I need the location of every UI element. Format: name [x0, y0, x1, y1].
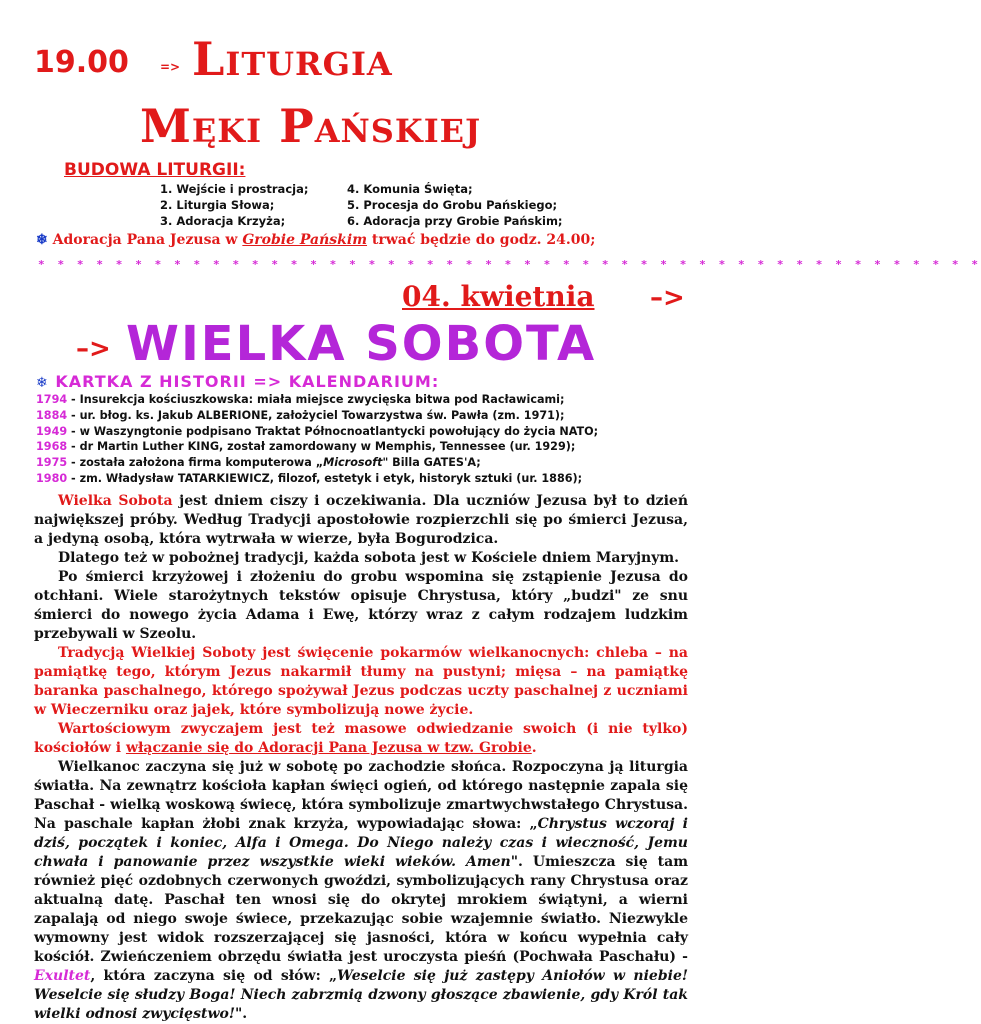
arrow-right-icon: –> — [76, 334, 111, 364]
history-text-italic: Microsoft — [323, 456, 383, 470]
history-row — [36, 392, 696, 408]
structure-column-2 — [347, 181, 563, 229]
paragraph: Dlatego też w pobożnej tradycji, każda sobota jest w Kościele dniem Maryjnym. — [58, 550, 680, 566]
paragraph-text: Wartościowym zwyczajem jest też masowe odwiedzanie swoich (i nie tylko) kościołów i — [34, 721, 688, 756]
adoration-text-c: trwać będzie do godz. 24.00; — [367, 232, 596, 248]
quote-text: Chrystus wczoraj i dziś, początek i koniec, Alfa i Omega. Do Niego należy czas i wieczność, Jemu chwała i panowanie przez wszystkie wieki wieków. Amen — [34, 816, 689, 870]
history-row — [36, 455, 696, 471]
page-title-line2: Męki Pańskiej — [140, 99, 482, 153]
history-text: - w Waszyngtonie podpisano Traktat Północnoatlantycki powołujący do życia NATO; — [67, 424, 599, 438]
adoration-text-a: Adoracja Pana Jezusa w — [52, 232, 243, 248]
list-item: 1. Wejście i prostracja; — [160, 182, 309, 196]
star-divider: * * * * * * * * * * * * * * * * * * * * * * * * * * * * * * * * * * * * * * * * * * * * * * * * * — [38, 258, 981, 271]
list-item: 2. Liturgia Słowa; — [160, 198, 275, 212]
article-body — [34, 492, 688, 1024]
quote-text: Weselcie się już zastępy Aniołów w niebie! Weselcie się słudzy Boga! Niech zabrzmią dzwony głoszące zbawienie, gdy Król tak wielki odnosi zwycięstwo! — [34, 968, 688, 1022]
paragraph-text: , która zaczyna się od słów: „ — [90, 968, 338, 984]
history-list — [36, 392, 696, 487]
exultet-text: Exultet — [34, 968, 91, 984]
history-text: - zm. Władysław TATARKIEWICZ, filozof, estetyk i etyk, historyk sztuki (ur. 1886); — [67, 471, 583, 485]
history-year: 1949 — [36, 424, 68, 438]
adoration-text-b: Grobie Pańskim — [242, 232, 368, 248]
paragraph-text: Wielkanoc zaczyna się już w sobotę po zachodzie słońca. Rozpoczyna ją liturgia światła. Na zewnątrz kościoła kapłan święci ogień, od którego następnie zapala się Paschał - wielką woskową świecę, która symbolizuje zmartwychwstałego Chrystusa. Na paschale kapłan żłobi znak krzyża, wypowiadając słowa: „ — [34, 759, 688, 832]
history-year: 1975 — [36, 456, 68, 470]
page-title-line1: Liturgia — [192, 32, 393, 86]
paragraph-text: jest dniem ciszy i oczekiwania. Dla uczniów Jezusa był to dzień największej próby. Według Tradycji apostołowie rozpierzchli się po śmierci Jezusa, a jedyną osobą, która wytrwała w wierze, była Bogurodzica. — [34, 493, 688, 547]
paragraph: Tradycją Wielkiej Soboty jest święcenie pokarmów wielkanocnych: chleba – na pamiątkę tego, którym Jezus nakarmił tłumy na pustyni; mięsa – na pamiątkę baranka paschalnego, którego spożywał Jezus podczas uczty paschalnej z uczniami w Wieczerniku oraz jajek, które symbolizują nowe życie. — [34, 645, 688, 718]
history-year: 1968 — [36, 440, 68, 454]
history-text: - dr Martin Luther KING, został zamordowany w Memphis, Tennessee (ur. 1929); — [67, 440, 576, 454]
history-heading-text: KARTKA Z HISTORII => KALENDARIUM: — [55, 372, 440, 391]
underlined-text: włączanie się do Adoracji Pana Jezusa w tzw. Grobie — [125, 740, 532, 756]
adoration-notice — [36, 232, 595, 248]
day-title: WIELKA SOBOTA — [126, 316, 597, 372]
history-year: 1794 — [36, 393, 68, 406]
paragraph — [34, 758, 688, 1024]
list-item: 4. Komunia Święta; — [347, 182, 473, 196]
paragraph-text: ". Umieszcza się tam również pięć ozdobnych czerwonych gwoździ, symbolizujących rany Chrystusa oraz aktualną datę. Paschał ten wnosi się do okrytej mrokiem świątyni, a wierni zapalają od niego swoje świece, przekazując sobie wzajemnie światło. Niezwykle wymowny jest widok rozszerzającej się jasności, która w końcu wypełnia cały kościół. Zwieńczeniem obrzędu światła jest uroczysta pieśń (Pochwała Paschału) - — [34, 854, 689, 965]
list-item: 6. Adoracja przy Grobie Pańskim; — [347, 214, 563, 228]
history-row — [36, 424, 696, 440]
date-label: 04. kwietnia — [402, 280, 595, 313]
history-row — [36, 471, 696, 487]
snowflake-icon: ❄ — [36, 375, 49, 391]
history-text: - ur. błog. ks. Jakub ALBERIONE, założyciel Towarzystwa św. Pawła (zm. 1971); — [67, 408, 565, 422]
highlight-text: Wielka Sobota — [58, 493, 173, 509]
history-text: - została założona firma komputerowa „ — [67, 456, 324, 470]
history-year: 1884 — [36, 408, 68, 422]
history-heading — [36, 372, 439, 391]
time-label: 19.00 — [34, 45, 129, 80]
structure-heading: BUDOWA LITURGII: — [64, 160, 246, 180]
paragraph: Po śmierci krzyżowej i złożeniu do grobu wspomina się zstąpienie Jezusa do otchłani. Wiele starożytnych tekstów opisuje Chrystusa, który „budzi" ze snu śmierci do nowego życia Adama i Ewę, którzy wraz z całym rodzajem ludzkim przebywali w Szeolu. — [34, 569, 688, 642]
paragraph — [34, 720, 688, 758]
snowflake-icon: ❄ — [36, 232, 48, 248]
history-row — [36, 408, 696, 424]
paragraph-text: ". — [234, 1006, 248, 1022]
structure-column-1 — [160, 181, 308, 229]
arrow-icon: => — [160, 60, 181, 74]
paragraph — [34, 492, 688, 549]
paragraph-text: . — [531, 740, 537, 756]
history-row — [36, 439, 696, 455]
history-year: 1980 — [36, 471, 68, 485]
list-item: 5. Procesja do Grobu Pańskiego; — [347, 198, 558, 212]
list-item: 3. Adoracja Krzyża; — [160, 214, 286, 228]
history-text: " Billa GATES'A; — [382, 456, 481, 470]
arrow-right-icon: –> — [650, 283, 685, 313]
history-text: - Insurekcja kościuszkowska: miała miejsce zwycięska bitwa pod Racławicami; — [67, 393, 565, 406]
